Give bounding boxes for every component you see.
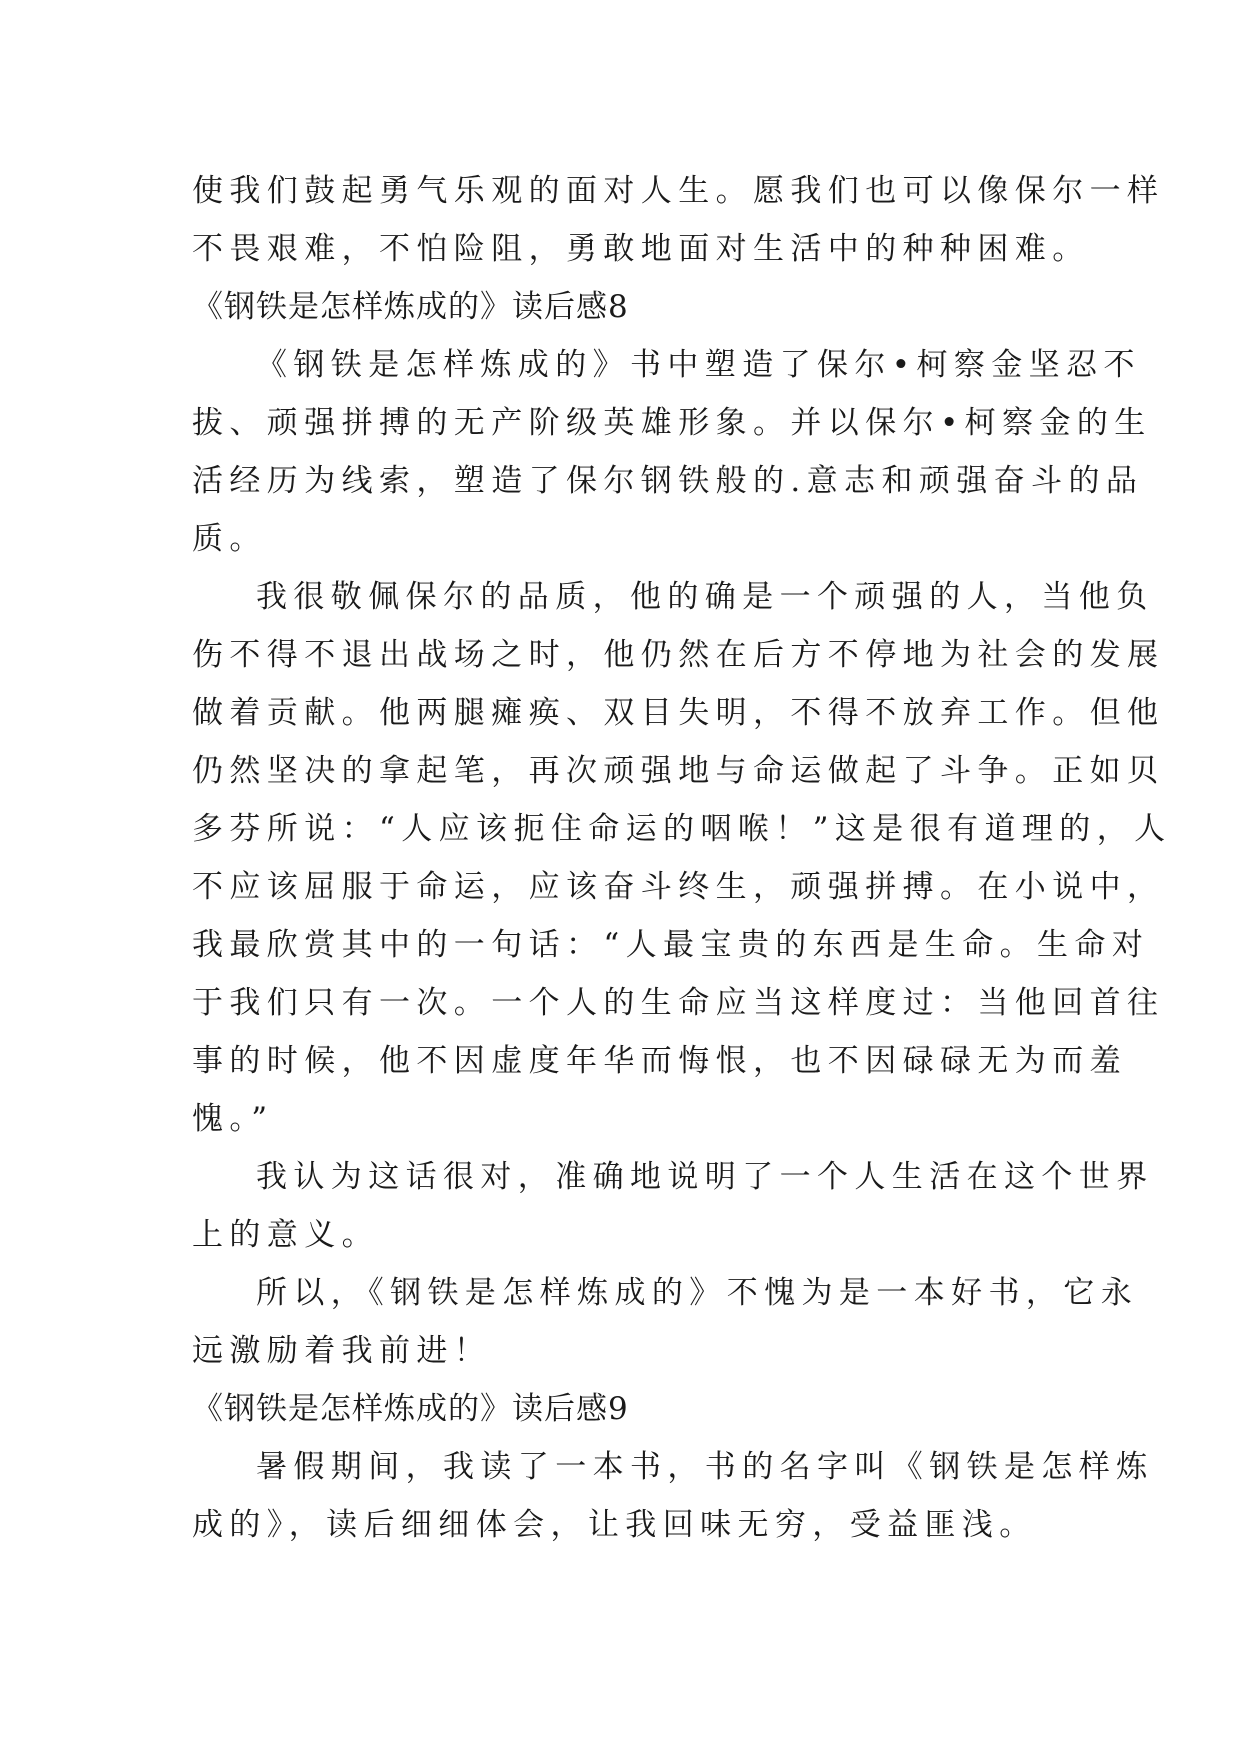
text-line: 拔、顽强拼搏的无产阶级英雄形象。并以保尔•柯察金的生 [192, 405, 1152, 441]
text-line: 于我们只有一次。一个人的生命应当这样度过：当他回首往 [192, 985, 1165, 1021]
text-line: 事的时候，他不因虚度年华而悔恨，也不因碌碌无为而羞 [192, 1043, 1127, 1079]
section-heading: 《钢铁是怎样炼成的》读后感9 [192, 1391, 629, 1427]
text-line: 上的意义。 [192, 1217, 379, 1253]
text-line: 所以，《钢铁是怎样炼成的》不愧为是一本好书，它永 [256, 1275, 1139, 1311]
text-line: 《钢铁是怎样炼成的》书中塑造了保尔•柯察金坚忍不 [256, 347, 1141, 383]
text-line: 远激励着我前进！ [192, 1333, 492, 1369]
text-line: 不应该屈服于命运，应该奋斗终生，顽强拼搏。在小说中， [192, 869, 1165, 905]
text-line: 做着贡献。他两腿瘫痪、双目失明，不得不放弃工作。但他 [192, 695, 1165, 731]
text-line: 我认为这话很对，准确地说明了一个人生活在这个世界 [256, 1159, 1154, 1195]
text-line: 暑假期间，我读了一本书，书的名字叫《钢铁是怎样炼 [256, 1449, 1154, 1485]
text-line: 质。 [192, 521, 267, 557]
text-line: 伤不得不退出战场之时，他仍然在后方不停地为社会的发展 [192, 637, 1165, 673]
text-line: 我很敬佩保尔的品质，他的确是一个顽强的人，当他负 [256, 579, 1154, 615]
document-body [192, 162, 1172, 1554]
text-line: 多芬所说：“人应该扼住命运的咽喉！”这是很有道理的，人 [192, 811, 1172, 847]
text-line: 仍然坚决的拿起笔，再次顽强地与命运做起了斗争。正如贝 [192, 753, 1165, 789]
text-line: 不畏艰难，不怕险阻，勇敢地面对生活中的种种困难。 [192, 231, 1090, 267]
text-line: 愧。” [192, 1101, 274, 1137]
text-line: 成的》，读后细细体会，让我回味无穷，受益匪浅。 [192, 1507, 1037, 1543]
text-line: 活经历为线索，塑造了保尔钢铁般的.意志和顽强奋斗的品 [192, 463, 1144, 499]
text-line: 使我们鼓起勇气乐观的面对人生。愿我们也可以像保尔一样 [192, 173, 1165, 209]
text-line: 我最欣赏其中的一句话：“人最宝贵的东西是生命。生命对 [192, 927, 1150, 963]
section-heading: 《钢铁是怎样炼成的》读后感8 [192, 289, 629, 325]
